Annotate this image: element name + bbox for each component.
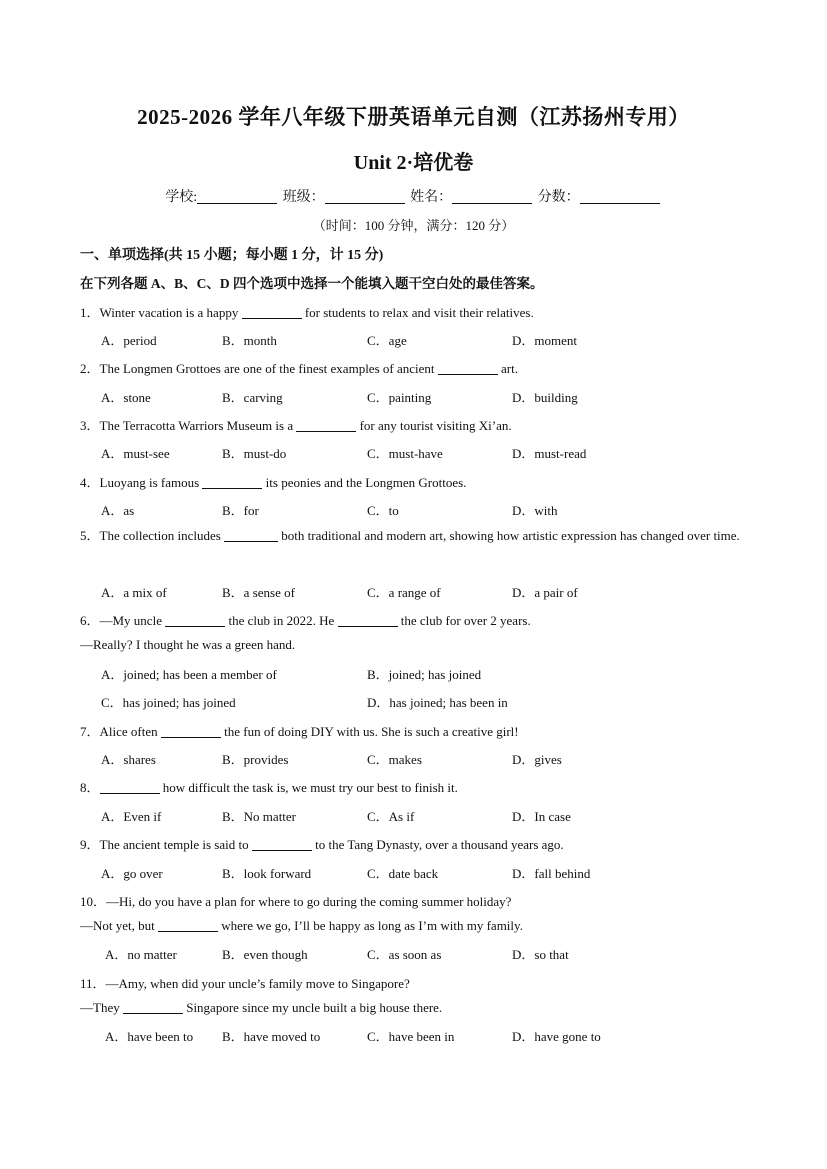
page-title: 2025-2026 学年八年级下册英语单元自测（江苏扬州专用） (137, 105, 690, 129)
option-d: D．must-read (512, 446, 587, 461)
option-b: B．joined; has joined (367, 667, 482, 682)
option-c: C．date back (367, 866, 439, 881)
option-d: D．In case (512, 809, 571, 824)
question-stem: 10．—Hi, do you have a plan for where to go during the coming summer holiday? (80, 894, 512, 909)
name-blank (452, 189, 532, 204)
question-stem: 4．Luoyang is famous its peonies and the Longmen Grottoes. (80, 475, 467, 490)
option-c: C．to (367, 503, 399, 518)
option-a: A．joined; has been a member of (101, 667, 277, 682)
answer-blank (296, 419, 356, 432)
option-a: A．no matter (105, 947, 177, 962)
option-a: A．as (101, 503, 135, 518)
answer-blank (123, 1001, 183, 1014)
option-d: D．a pair of (512, 585, 578, 600)
answer-blank (242, 306, 302, 319)
option-b: B．look forward (222, 866, 312, 881)
option-c: C．painting (367, 390, 432, 405)
class-blank (325, 189, 405, 204)
option-c: C．As if (367, 809, 415, 824)
option-c: C．age (367, 333, 407, 348)
option-a: A．stone (101, 390, 151, 405)
page-subtitle: Unit 2·培优卷 (353, 152, 474, 174)
question-stem: 11．—Amy, when did your uncle’s family move to Singapore? (80, 976, 410, 991)
answer-blank (202, 476, 262, 489)
school-blank (197, 189, 277, 204)
question-stem: 1．Winter vacation is a happy for students to relax and visit their relatives. (80, 305, 534, 320)
option-b: B．carving (222, 390, 283, 405)
answer-blank (158, 919, 218, 932)
option-c: C．has joined; has joined (101, 695, 236, 710)
option-d: D．fall behind (512, 866, 591, 881)
option-b: B．No matter (222, 809, 297, 824)
answer-blank (161, 725, 221, 738)
option-d: D．has joined; has been in (367, 695, 508, 710)
option-c: C．a range of (367, 585, 441, 600)
question-stem: 5．The collection includes both traditional and modern art, showing how artistic expression has changed over time. (80, 528, 740, 543)
time-note: （时间：100 分钟，满分：120 分） (312, 218, 515, 233)
option-b: B．for (222, 503, 259, 518)
option-c: C．have been in (367, 1029, 455, 1044)
option-d: D．so that (512, 947, 569, 962)
answer-blank (438, 362, 498, 375)
option-b: B．even though (222, 947, 308, 962)
question-reply: —They Singapore since my uncle built a big house there. (80, 1000, 443, 1015)
student-info-line (0, 186, 827, 206)
option-b: B．must-do (222, 446, 287, 461)
question-stem: 7．Alice often the fun of doing DIY with us. She is such a creative girl! (80, 724, 519, 739)
question-reply: —Really? I thought he was a green hand. (80, 637, 296, 652)
option-a: A．go over (101, 866, 163, 881)
option-a: A．shares (101, 752, 156, 767)
option-a: A．have been to (105, 1029, 194, 1044)
option-c: C．must-have (367, 446, 443, 461)
option-d: D．with (512, 503, 558, 518)
question-stem: 8． how difficult the task is, we must try our best to finish it. (80, 780, 458, 795)
option-a: A．must-see (101, 446, 170, 461)
option-c: C．as soon as (367, 947, 442, 962)
answer-blank (338, 614, 398, 627)
section-heading: 一、单项选择(共 15 小题；每小题 1 分，计 15 分) (80, 248, 384, 263)
option-d: D．building (512, 390, 578, 405)
answer-blank (252, 838, 312, 851)
answer-blank (100, 781, 160, 794)
option-d: D．moment (512, 333, 577, 348)
question-stem: 2．The Longmen Grottoes are one of the finest examples of ancient art. (80, 361, 518, 376)
option-a: A．a mix of (101, 585, 167, 600)
answer-blank (224, 529, 278, 542)
question-stem: 9．The ancient temple is said to to the Tang Dynasty, over a thousand years ago. (80, 837, 564, 852)
class-label: 班级： (282, 190, 325, 205)
score-blank (580, 189, 660, 204)
option-b: B．month (222, 333, 277, 348)
school-label: 学校: (165, 190, 198, 205)
option-b: B．a sense of (222, 585, 295, 600)
option-b: B．have moved to (222, 1029, 321, 1044)
section-instruction: 在下列各题 A、B、C、D 四个选项中选择一个能填入题干空白处的最佳答案。 (80, 276, 544, 291)
option-d: D．have gone to (512, 1029, 601, 1044)
option-c: C．makes (367, 752, 422, 767)
answer-blank (165, 614, 225, 627)
score-label: 分数： (537, 190, 580, 205)
question-reply: —Not yet, but where we go, I’ll be happy as long as I’m with my family. (80, 918, 523, 933)
option-a: A．Even if (101, 809, 162, 824)
question-stem: 3．The Terracotta Warriors Museum is a for any tourist visiting Xi’an. (80, 418, 512, 433)
question-stem: 6．—My uncle the club in 2022. He the club for over 2 years. (80, 613, 531, 628)
option-a: A．period (101, 333, 157, 348)
option-b: B．provides (222, 752, 289, 767)
name-label: 姓名： (410, 190, 453, 205)
option-d: D．gives (512, 752, 562, 767)
